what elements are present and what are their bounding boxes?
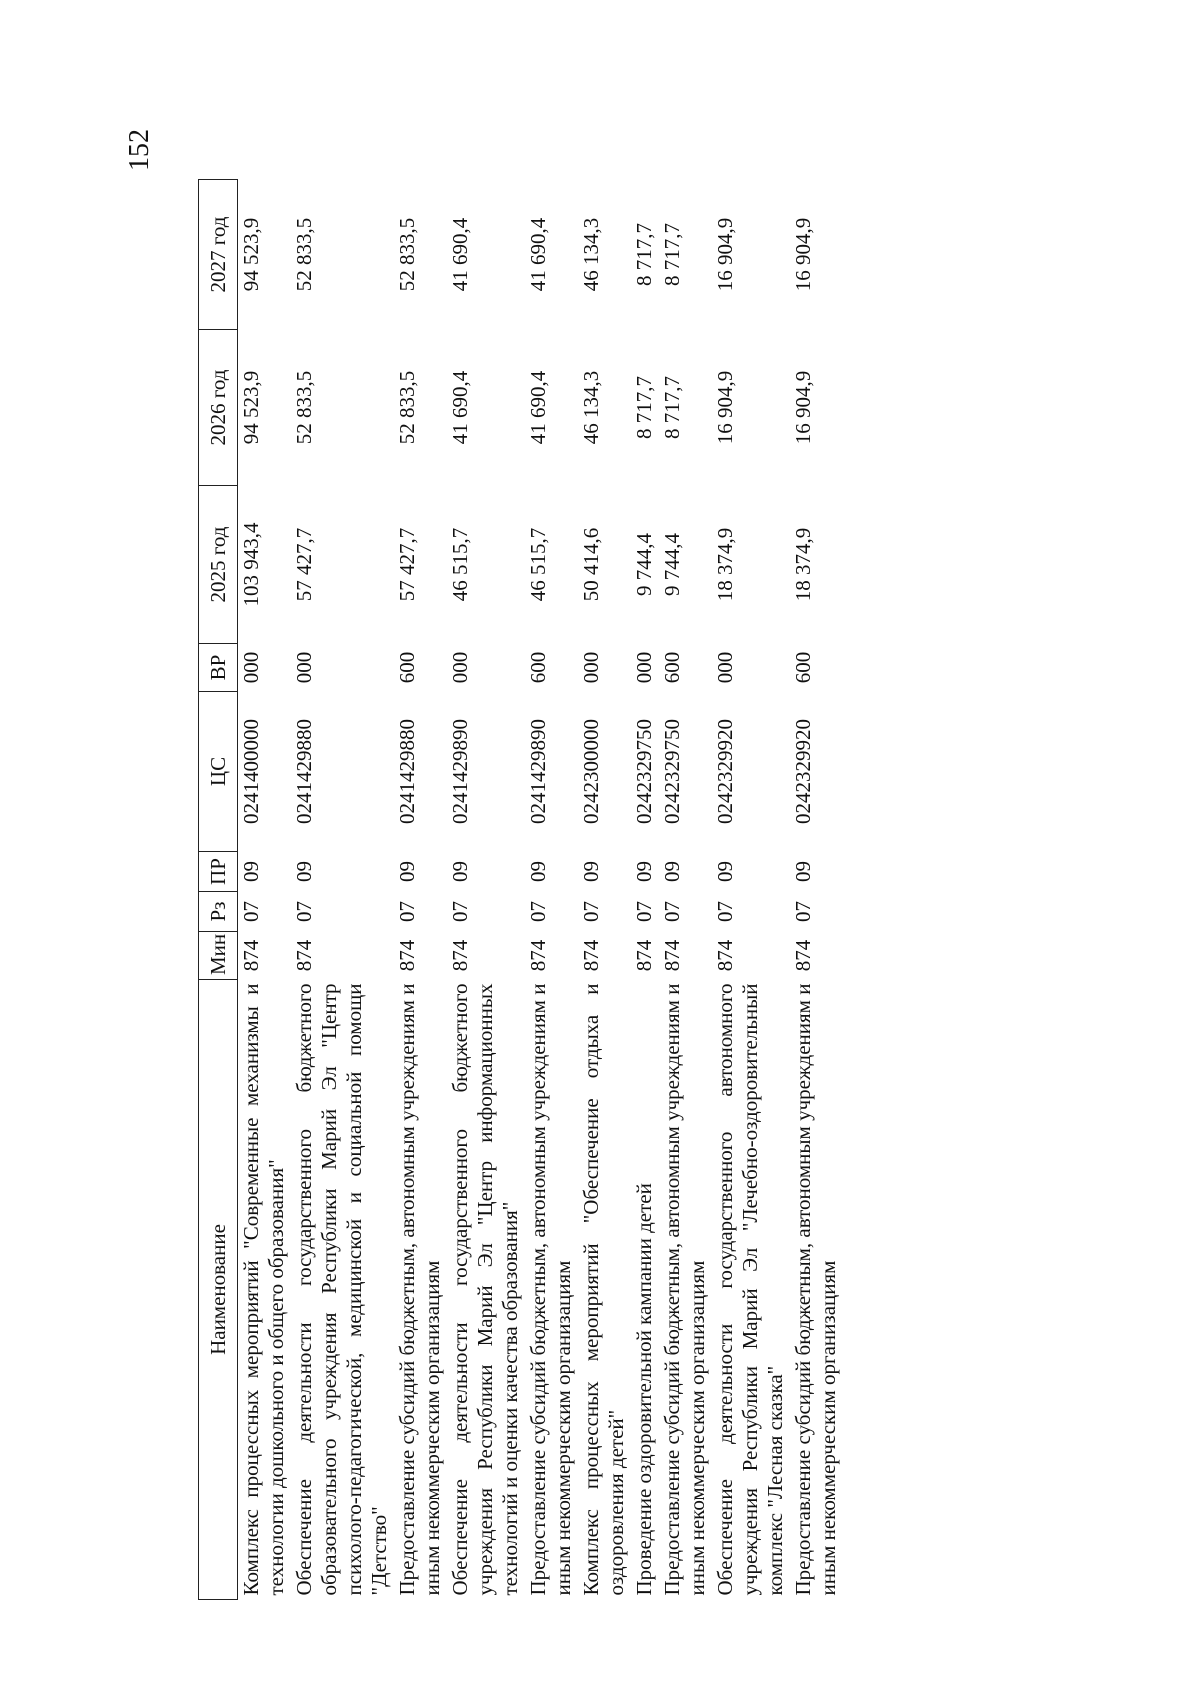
cell-min: 874 bbox=[448, 939, 472, 972]
header-min: Мин bbox=[199, 932, 238, 980]
table-row bbox=[238, 180, 292, 1600]
cell-pr: 09 bbox=[579, 861, 603, 882]
cell-2026: 41 690,4 bbox=[526, 370, 550, 445]
cell-2027: 46 134,3 bbox=[579, 217, 603, 292]
cell-pr: 09 bbox=[448, 861, 472, 882]
header-2026: 2026 год bbox=[199, 330, 238, 486]
cell-min: 874 bbox=[239, 939, 263, 972]
cell-2027: 52 833,5 bbox=[292, 217, 316, 292]
table-row bbox=[447, 180, 525, 1600]
cell-rz: 07 bbox=[292, 901, 316, 922]
cell-2026: 52 833,5 bbox=[292, 370, 316, 445]
cell-2025: 18 374,9 bbox=[791, 527, 815, 602]
cell-pr: 09 bbox=[791, 861, 815, 882]
cell-rz: 07 bbox=[791, 901, 815, 922]
cell-2027: 8 717,7 bbox=[660, 223, 684, 286]
cell-2026: 46 134,3 bbox=[579, 370, 603, 445]
cell-2025: 9 744,4 bbox=[632, 533, 656, 596]
cell-name: Комплекс процессных мероприятий "Обеспечение отдыха и оздоровления детей" bbox=[579, 983, 628, 1596]
cell-cs: 0241400000 bbox=[239, 719, 263, 824]
cell-min: 874 bbox=[579, 939, 603, 972]
cell-name: Предоставление субсидий бюджетным, автономным учреждениям и иным некоммерческим организациям bbox=[526, 983, 575, 1596]
table-header-row bbox=[199, 180, 238, 1600]
cell-2026: 16 904,9 bbox=[791, 370, 815, 445]
cell-2026: 94 523,9 bbox=[239, 370, 263, 445]
cell-2026: 41 690,4 bbox=[448, 370, 472, 445]
cell-min: 874 bbox=[791, 939, 815, 972]
table-row bbox=[394, 180, 447, 1600]
cell-pr: 09 bbox=[713, 861, 737, 882]
cell-name: Обеспечение деятельности государственного бюджетного образовательного учреждения Республики Марий Эл "Центр психолого-педагогической, медицинской и социальной помощи "Детство" bbox=[292, 983, 391, 1596]
cell-2027: 16 904,9 bbox=[791, 217, 815, 292]
cell-vr: 000 bbox=[713, 651, 737, 684]
cell-pr: 09 bbox=[292, 861, 316, 882]
cell-pr: 09 bbox=[632, 861, 656, 882]
cell-min: 874 bbox=[526, 939, 550, 972]
cell-vr: 000 bbox=[292, 651, 316, 684]
cell-rz: 07 bbox=[632, 901, 656, 922]
table-body bbox=[238, 180, 844, 1600]
cell-vr: 000 bbox=[239, 651, 263, 684]
table-row bbox=[578, 180, 631, 1600]
budget-table bbox=[198, 179, 843, 1600]
cell-min: 874 bbox=[713, 939, 737, 972]
cell-vr: 000 bbox=[632, 651, 656, 684]
cell-pr: 09 bbox=[239, 861, 263, 882]
cell-name: Обеспечение деятельности государственного автономного учреждения Республики Марий Эл "Лечебно-оздоровительный комплекс "Лесная сказка" bbox=[713, 983, 787, 1596]
cell-2025: 46 515,7 bbox=[448, 527, 472, 602]
cell-2025: 50 414,6 bbox=[579, 527, 603, 602]
cell-rz: 07 bbox=[579, 901, 603, 922]
cell-2027: 52 833,5 bbox=[395, 217, 419, 292]
cell-2025: 103 943,4 bbox=[239, 522, 263, 607]
cell-2025: 57 427,7 bbox=[292, 527, 316, 602]
cell-rz: 07 bbox=[660, 901, 684, 922]
header-2025: 2025 год bbox=[199, 486, 238, 644]
cell-name: Комплекс процессных мероприятий "Современные механизмы и технологии дошкольного и общего образования" bbox=[239, 983, 288, 1596]
cell-pr: 09 bbox=[660, 861, 684, 882]
cell-min: 874 bbox=[395, 939, 419, 972]
header-vr: ВР bbox=[199, 644, 238, 692]
cell-2026: 52 833,5 bbox=[395, 370, 419, 445]
cell-rz: 07 bbox=[395, 901, 419, 922]
cell-vr: 600 bbox=[660, 651, 684, 684]
cell-name: Проведение оздоровительной кампании детей bbox=[632, 1183, 656, 1596]
cell-pr: 09 bbox=[526, 861, 550, 882]
cell-cs: 0242329750 bbox=[660, 719, 684, 824]
cell-cs: 0241429890 bbox=[448, 719, 472, 824]
cell-rz: 07 bbox=[448, 901, 472, 922]
cell-2027: 16 904,9 bbox=[713, 217, 737, 292]
header-name: Наименование bbox=[199, 980, 238, 1600]
cell-2027: 8 717,7 bbox=[632, 223, 656, 286]
cell-2025: 18 374,9 bbox=[713, 527, 737, 602]
rotated-table-container bbox=[198, 180, 858, 1600]
cell-min: 874 bbox=[660, 939, 684, 972]
cell-2025: 9 744,4 bbox=[660, 533, 684, 596]
cell-name: Обеспечение деятельности государственного бюджетного учреждения Республики Марий Эл "Центр информационных технологий и оценки качества образования" bbox=[448, 983, 522, 1596]
cell-2025: 46 515,7 bbox=[526, 527, 550, 602]
cell-cs: 0242300000 bbox=[579, 719, 603, 824]
table-row bbox=[712, 180, 790, 1600]
table-row bbox=[291, 180, 394, 1600]
table-row bbox=[525, 180, 578, 1600]
cell-vr: 600 bbox=[791, 651, 815, 684]
cell-2027: 41 690,4 bbox=[448, 217, 472, 292]
cell-vr: 000 bbox=[579, 651, 603, 684]
table-row bbox=[659, 180, 712, 1600]
header-cs: ЦС bbox=[199, 692, 238, 852]
cell-cs: 0241429890 bbox=[526, 719, 550, 824]
cell-2026: 8 717,7 bbox=[660, 376, 684, 439]
page-number: 152 bbox=[124, 129, 155, 171]
cell-2027: 41 690,4 bbox=[526, 217, 550, 292]
cell-pr: 09 bbox=[395, 861, 419, 882]
cell-rz: 07 bbox=[526, 901, 550, 922]
cell-name: Предоставление субсидий бюджетным, автономным учреждениям и иным некоммерческим организациям bbox=[395, 983, 444, 1596]
cell-vr: 000 bbox=[448, 651, 472, 684]
cell-min: 874 bbox=[632, 939, 656, 972]
cell-cs: 0242329920 bbox=[791, 719, 815, 824]
cell-cs: 0241429880 bbox=[292, 719, 316, 824]
cell-name: Предоставление субсидий бюджетным, автономным учреждениям и иным некоммерческим организациям bbox=[791, 983, 840, 1596]
cell-2025: 57 427,7 bbox=[395, 527, 419, 602]
cell-min: 874 bbox=[292, 939, 316, 972]
cell-rz: 07 bbox=[713, 901, 737, 922]
header-2027: 2027 год bbox=[199, 180, 238, 330]
cell-name: Предоставление субсидий бюджетным, автономным учреждениям и иным некоммерческим организациям bbox=[660, 983, 709, 1596]
cell-2027: 94 523,9 bbox=[239, 217, 263, 292]
header-rz: Рз bbox=[199, 892, 238, 932]
cell-2026: 8 717,7 bbox=[632, 376, 656, 439]
cell-vr: 600 bbox=[526, 651, 550, 684]
cell-vr: 600 bbox=[395, 651, 419, 684]
cell-cs: 0242329920 bbox=[713, 719, 737, 824]
cell-rz: 07 bbox=[239, 901, 263, 922]
cell-2026: 16 904,9 bbox=[713, 370, 737, 445]
cell-cs: 0242329750 bbox=[632, 719, 656, 824]
cell-cs: 0241429880 bbox=[395, 719, 419, 824]
table-row bbox=[790, 180, 843, 1600]
header-pr: ПР bbox=[199, 852, 238, 892]
table-row bbox=[631, 180, 659, 1600]
